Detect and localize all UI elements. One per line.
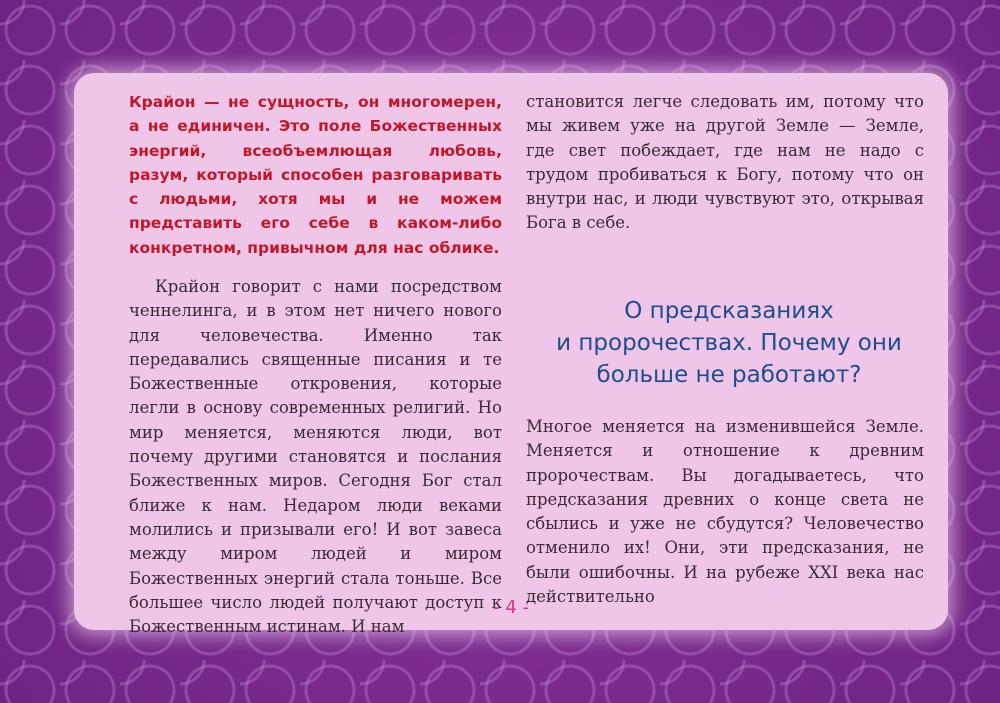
heading-line-3: больше не работают? <box>596 362 862 388</box>
right-top-paragraph: становится легче следовать им, потому что мы живем уже на другой Земле — Земле, где свет побеждает, где нам не надо с трудом пробиваться к Богу, потому что он внутри нас, и люди чувствуют это, открывая Бога в себе. <box>526 92 924 233</box>
left-paragraph: Крайон говорит с нами посредством ченнелинга, и в этом нет ничего нового для человечества. Именно так передавались священные писания и те Божественные откровения, которые легли в основу современных религий. Но мир меняется, меняются люди, вот почему другими становятся и послания Божественных миров. Сегодня Бог стал ближе к нам. Недаром люди веками молились и призывали его! И вот завеса между миром людей и миром Божественных энергий стала тоньше. Все большее число людей получают доступ к Божественным истинам. И нам <box>129 277 502 637</box>
left-column <box>129 275 502 639</box>
right-column-bottom <box>526 415 924 609</box>
book-page <box>74 73 948 637</box>
heading-line-1: О предсказаниях <box>624 298 834 324</box>
intro-callout: Крайон — не сущность, он многомерен, а не единичен. Это поле Божественных энергий, всеобъемлющая любовь, разум, который способен разговаривать с людьми, хотя мы и не можем представить его себе в каком-либо конкретном, привычном для нас облике. <box>129 93 502 257</box>
right-column-top <box>526 90 924 236</box>
right-bottom-paragraph: Многое меняется на изменившейся Земле. Меняется и отношение к древним пророчествам. Вы догадываетесь, что предсказания древних о конце света не сбылись и уже не сбудутся? Человечество отменило их! Они, эти предсказания, не были ошибочны. И на рубеже XXI века нас действительно <box>526 417 924 607</box>
section-heading <box>514 295 944 391</box>
heading-line-2: и пророчествах. Почему они <box>556 330 902 356</box>
page-number: - 4 - <box>493 597 529 618</box>
